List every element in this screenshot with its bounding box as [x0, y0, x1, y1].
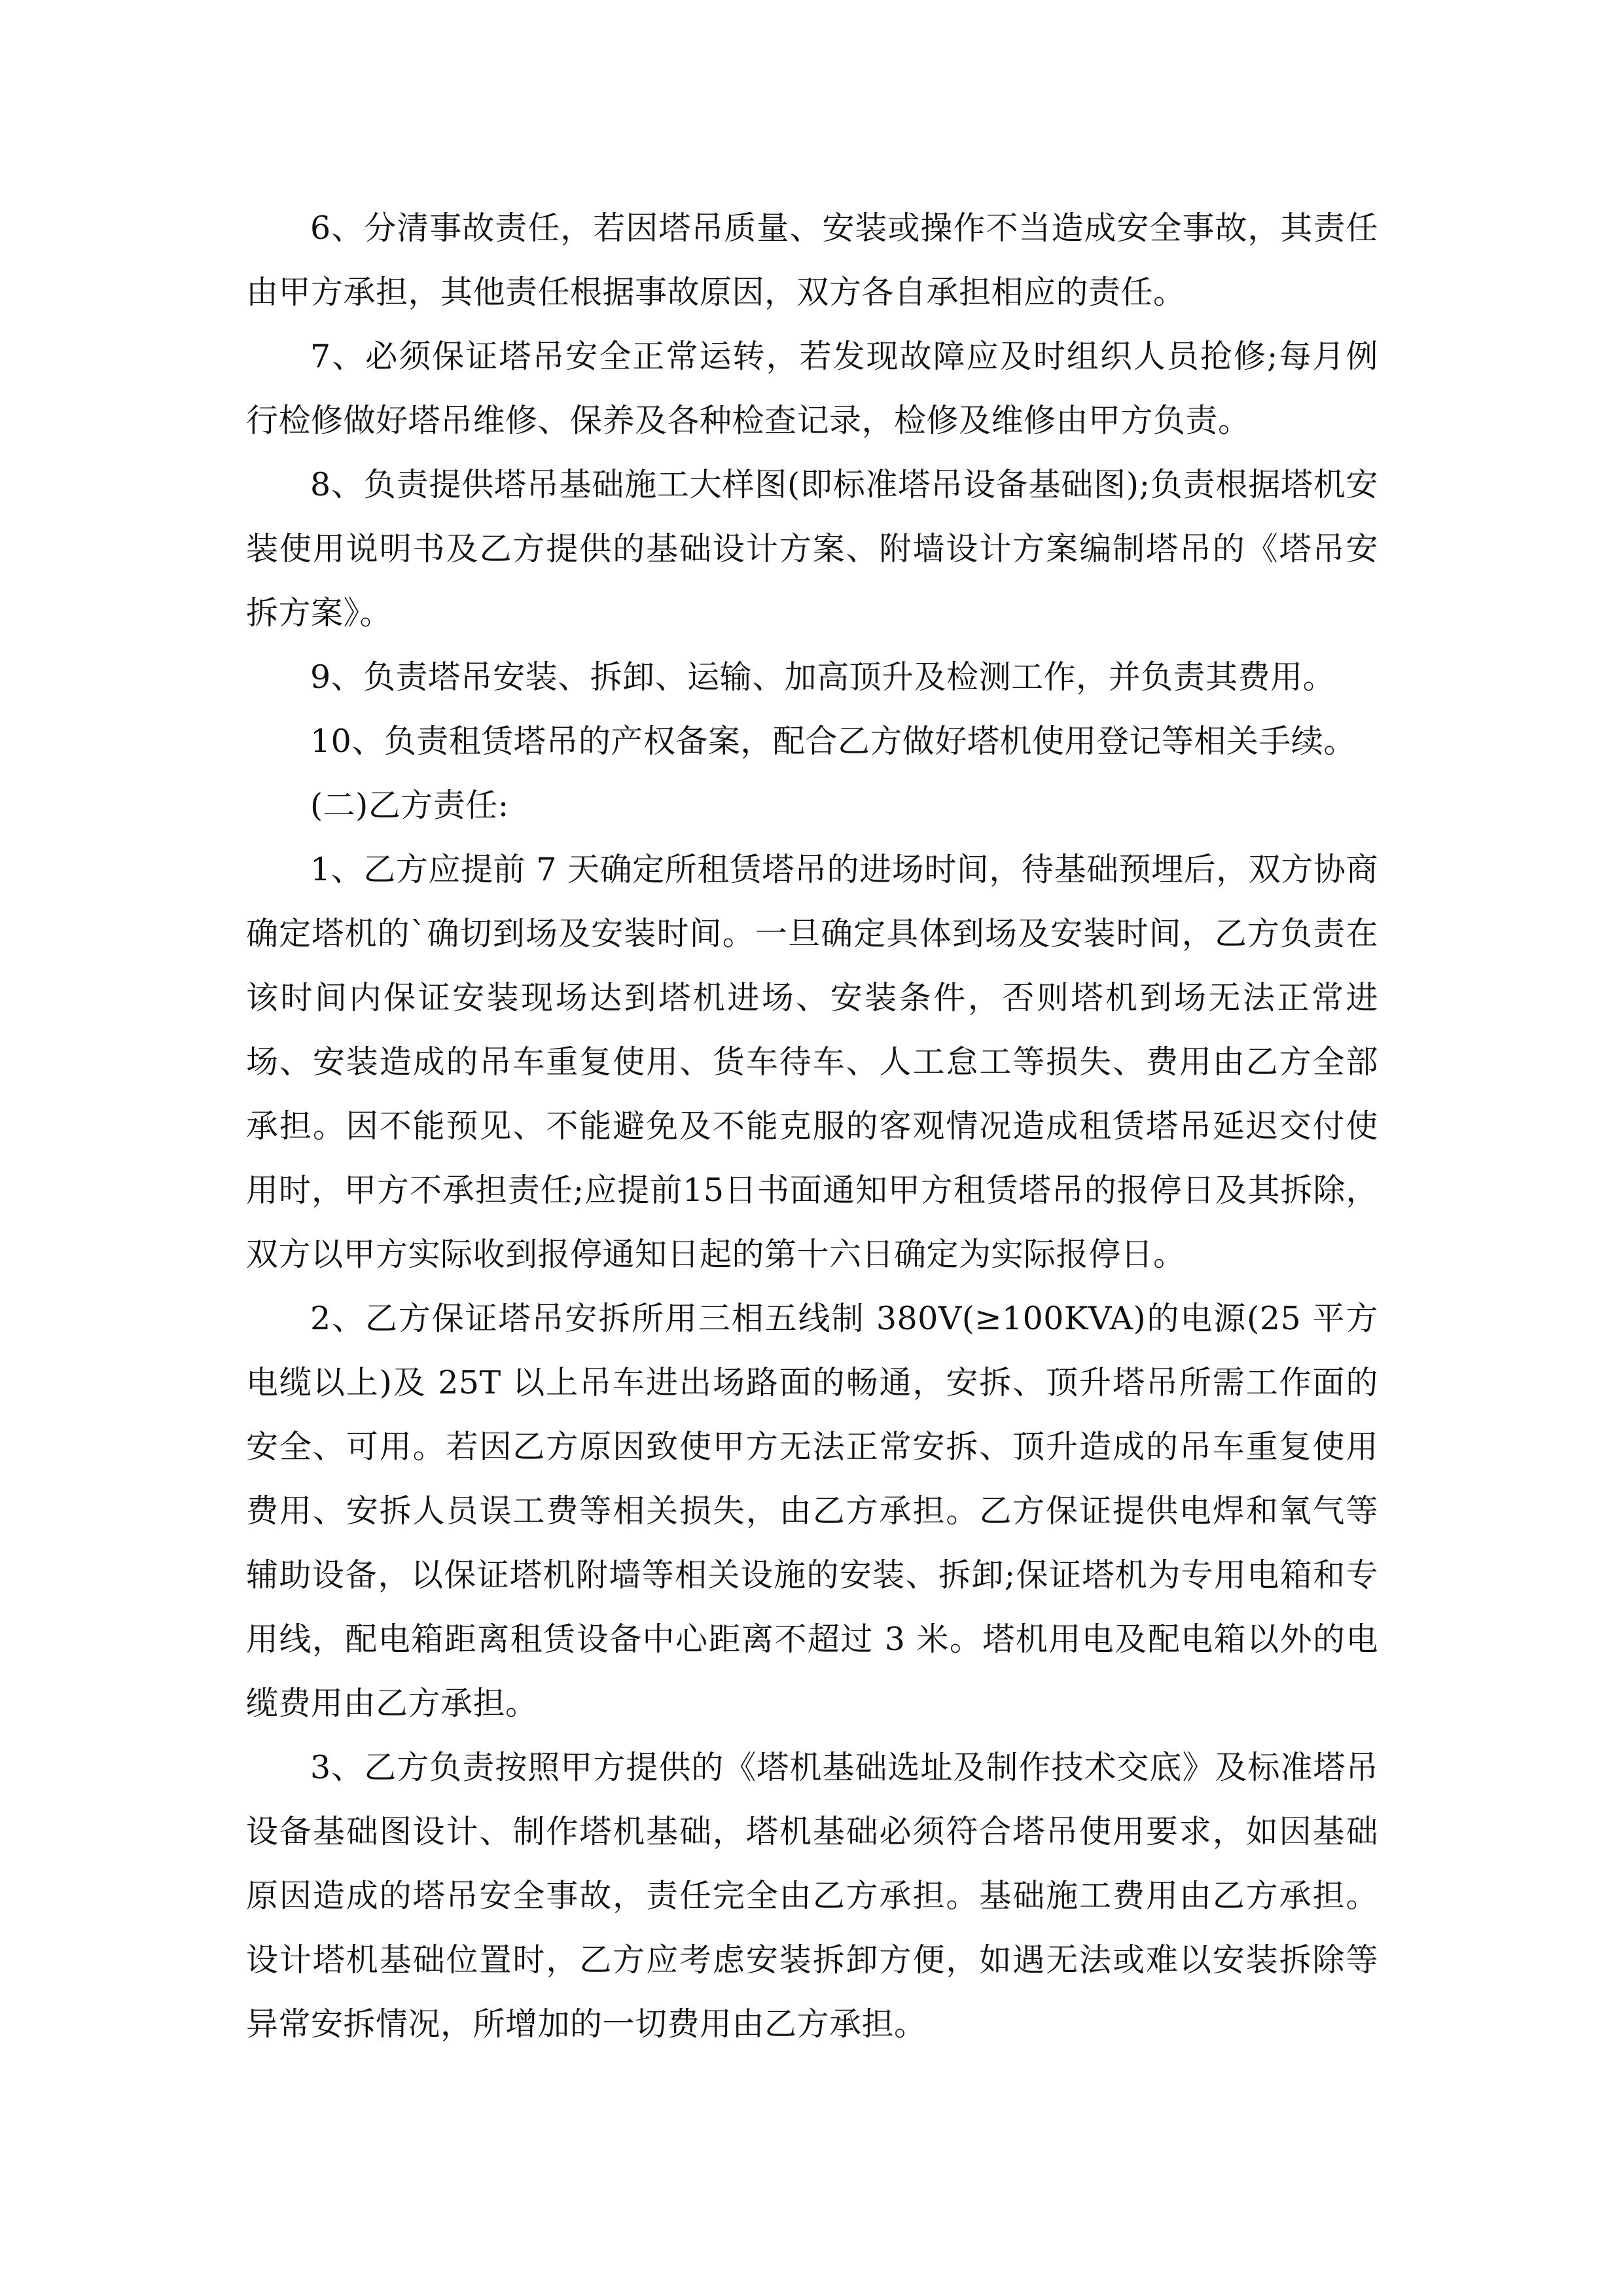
paragraph-item-6: 6、分清事故责任，若因塔吊质量、安装或操作不当造成安全事故，其责任由甲方承担，其他责任根据事故原因，双方各自承担相应的责任。	[246, 209, 1378, 311]
paragraph-item-7: 7、必须保证塔吊安全正常运转，若发现故障应及时组织人员抢修;每月例行检修做好塔吊维修、保养及各种检查记录，检修及维修由甲方负责。	[246, 338, 1378, 439]
paragraph-b-3: 3、乙方负责按照甲方提供的《塔机基础选址及制作技术交底》及标准塔吊设备基础图设计、制作塔机基础，塔机基础必须符合塔吊使用要求，如因基础原因造成的塔吊安全事故，责任完全由乙方承担。基础施工费用由乙方承担。设计塔机基础位置时，乙方应考虑安装拆卸方便，如遇无法或难以安装拆除等异常安拆情况，所增加的一切费用由乙方承担。	[246, 1749, 1378, 2043]
paragraph-item-8: 8、负责提供塔吊基础施工大样图(即标准塔吊设备基础图);负责根据塔机安装使用说明书及乙方提供的基础设计方案、附墙设计方案编制塔吊的《塔吊安拆方案》。	[246, 466, 1378, 632]
paragraph-item-9: 9、负责塔吊安装、拆卸、运输、加高顶升及检测工作，并负责其费用。	[310, 658, 1336, 696]
section-heading-party-b: (二)乙方责任:	[310, 787, 509, 824]
document-body	[246, 196, 1378, 2056]
paragraph-item-10: 10、负责租赁塔吊的产权备案，配合乙方做好塔机使用登记等相关手续。	[310, 723, 1356, 760]
paragraph-b-2: 2、乙方保证塔吊安拆所用三相五线制 380V(≥100KVA)的电源(25 平方电缆以上)及 25T 以上吊车进出场路面的畅通，安拆、顶升塔吊所需工作面的安全、可用。若因乙方原因致使甲方无法正常安拆、顶升造成的吊车重复使用费用、安拆人员误工费等相关损失，由乙方承担。乙方保证提供电焊和氧气等辅助设备，以保证塔机附墙等相关设施的安装、拆卸;保证塔机为专用电箱和专用线，配电箱距离租赁设备中心距离不超过 3 米。塔机用电及配电箱以外的电缆费用由乙方承担。	[246, 1300, 1378, 1722]
paragraph-b-1: 1、乙方应提前 7 天确定所租赁塔吊的进场时间，待基础预埋后，双方协商确定塔机的`确切到场及安装时间。一旦确定具体到场及安装时间，乙方负责在该时间内保证安装现场达到塔机进场、安装条件，否则塔机到场无法正常进场、安装造成的吊车重复使用、货车待车、人工怠工等损失、费用由乙方全部承担。因不能预见、不能避免及不能克服的客观情况造成租赁塔吊延迟交付使用时，甲方不承担责任;应提前15日书面通知甲方租赁塔吊的报停日及其拆除，双方以甲方实际收到报停通知日起的第十六日确定为实际报停日。	[246, 851, 1378, 1273]
